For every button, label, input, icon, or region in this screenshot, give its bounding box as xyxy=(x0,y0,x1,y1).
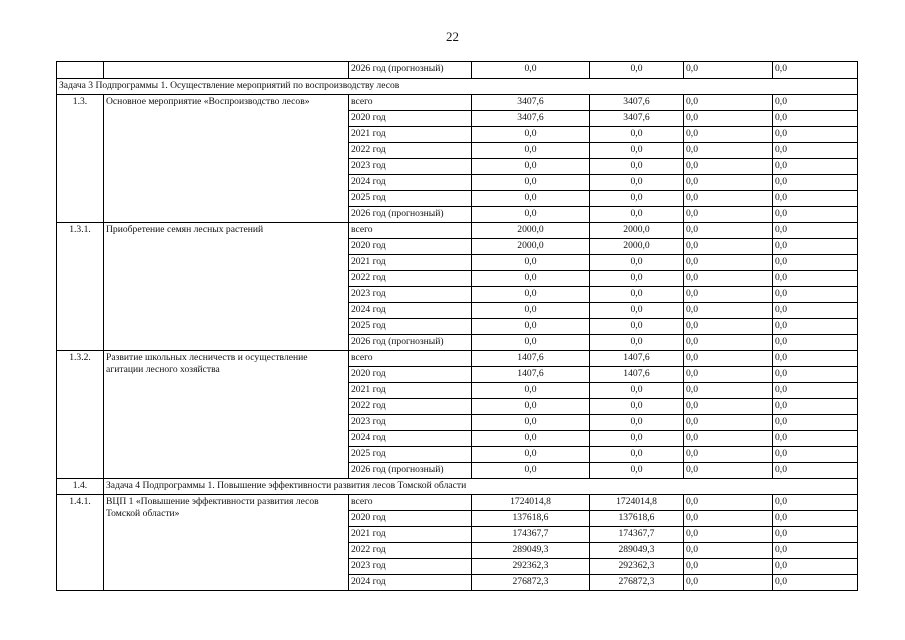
regional-value: 0,0 xyxy=(684,559,773,575)
year-cell: всего xyxy=(349,495,472,511)
year-cell: 2024 год xyxy=(349,303,472,319)
other-value: 0,0 xyxy=(773,143,858,159)
total-value: 0,0 xyxy=(472,255,590,271)
total-value: 289049,3 xyxy=(472,543,590,559)
year-cell: 2026 год (прогнозный) xyxy=(349,335,472,351)
row-number: 1.3.1. xyxy=(57,223,104,351)
other-value: 0,0 xyxy=(773,303,858,319)
regional-value: 0,0 xyxy=(684,527,773,543)
other-value: 0,0 xyxy=(773,239,858,255)
total-value: 2000,0 xyxy=(472,239,590,255)
federal-value: 0,0 xyxy=(590,127,684,143)
total-value: 1407,6 xyxy=(472,367,590,383)
federal-value: 0,0 xyxy=(590,62,684,79)
regional-value: 0,0 xyxy=(684,495,773,511)
year-cell: 2022 год xyxy=(349,543,472,559)
regional-value: 0,0 xyxy=(684,62,773,79)
total-value: 2000,0 xyxy=(472,223,590,239)
total-value: 0,0 xyxy=(472,159,590,175)
regional-value: 0,0 xyxy=(684,447,773,463)
federal-value: 0,0 xyxy=(590,159,684,175)
federal-value: 3407,6 xyxy=(590,111,684,127)
regional-value: 0,0 xyxy=(684,463,773,479)
regional-value: 0,0 xyxy=(684,303,773,319)
activity-name: ВЦП 1 «Повышение эффективности развития лесов Томской области» xyxy=(104,495,349,591)
regional-value: 0,0 xyxy=(684,575,773,591)
other-value: 0,0 xyxy=(773,559,858,575)
federal-value: 0,0 xyxy=(590,415,684,431)
regional-value: 0,0 xyxy=(684,319,773,335)
total-value: 137618,6 xyxy=(472,511,590,527)
federal-value: 1407,6 xyxy=(590,351,684,367)
total-value: 0,0 xyxy=(472,319,590,335)
federal-value: 0,0 xyxy=(590,383,684,399)
year-cell: 2025 год xyxy=(349,447,472,463)
other-value: 0,0 xyxy=(773,399,858,415)
year-cell: 2022 год xyxy=(349,271,472,287)
regional-value: 0,0 xyxy=(684,431,773,447)
activity-name: Приобретение семян лесных растений xyxy=(104,223,349,351)
other-value: 0,0 xyxy=(773,319,858,335)
other-value: 0,0 xyxy=(773,111,858,127)
other-value: 0,0 xyxy=(773,415,858,431)
regional-value: 0,0 xyxy=(684,383,773,399)
federal-value: 2000,0 xyxy=(590,239,684,255)
year-cell: 2021 год xyxy=(349,127,472,143)
total-value: 0,0 xyxy=(472,191,590,207)
year-cell: 2024 год xyxy=(349,575,472,591)
other-value: 0,0 xyxy=(773,575,858,591)
total-value: 0,0 xyxy=(472,287,590,303)
other-value: 0,0 xyxy=(773,351,858,367)
regional-value: 0,0 xyxy=(684,399,773,415)
regional-value: 0,0 xyxy=(684,143,773,159)
other-value: 0,0 xyxy=(773,175,858,191)
federal-value: 0,0 xyxy=(590,287,684,303)
regional-value: 0,0 xyxy=(684,255,773,271)
total-value: 0,0 xyxy=(472,207,590,223)
federal-value: 0,0 xyxy=(590,399,684,415)
federal-value: 0,0 xyxy=(590,255,684,271)
regional-value: 0,0 xyxy=(684,367,773,383)
other-value: 0,0 xyxy=(773,207,858,223)
total-value: 276872,3 xyxy=(472,575,590,591)
total-value: 292362,3 xyxy=(472,559,590,575)
total-value: 0,0 xyxy=(472,335,590,351)
total-value: 0,0 xyxy=(472,399,590,415)
year-cell: 2026 год (прогнозный) xyxy=(349,62,472,79)
table-row xyxy=(57,351,858,367)
year-cell: 2023 год xyxy=(349,415,472,431)
table-row xyxy=(57,95,858,111)
federal-value: 0,0 xyxy=(590,463,684,479)
total-value: 0,0 xyxy=(472,271,590,287)
other-value: 0,0 xyxy=(773,367,858,383)
federal-value: 3407,6 xyxy=(590,95,684,111)
regional-value: 0,0 xyxy=(684,207,773,223)
total-value: 0,0 xyxy=(472,447,590,463)
year-cell: 2022 год xyxy=(349,399,472,415)
year-cell: 2020 год xyxy=(349,111,472,127)
year-cell: всего xyxy=(349,95,472,111)
federal-value: 137618,6 xyxy=(590,511,684,527)
other-value: 0,0 xyxy=(773,271,858,287)
row-number: 1.3.2. xyxy=(57,351,104,479)
federal-value: 0,0 xyxy=(590,191,684,207)
total-value: 0,0 xyxy=(472,303,590,319)
total-value: 0,0 xyxy=(472,431,590,447)
other-value: 0,0 xyxy=(773,95,858,111)
total-value: 1724014,8 xyxy=(472,495,590,511)
other-value: 0,0 xyxy=(773,127,858,143)
other-value: 0,0 xyxy=(773,447,858,463)
regional-value: 0,0 xyxy=(684,415,773,431)
regional-value: 0,0 xyxy=(684,511,773,527)
year-cell: всего xyxy=(349,351,472,367)
federal-value: 0,0 xyxy=(590,303,684,319)
page-number: 22 xyxy=(446,29,459,44)
table-row xyxy=(57,79,858,95)
activity-name: Основное мероприятие «Воспроизводство лесов» xyxy=(104,95,349,223)
year-cell: 2026 год (прогнозный) xyxy=(349,207,472,223)
regional-value: 0,0 xyxy=(684,543,773,559)
year-cell: 2020 год xyxy=(349,239,472,255)
regional-value: 0,0 xyxy=(684,239,773,255)
regional-value: 0,0 xyxy=(684,287,773,303)
regional-value: 0,0 xyxy=(684,271,773,287)
year-cell: 2022 год xyxy=(349,143,472,159)
other-value: 0,0 xyxy=(773,511,858,527)
total-value: 0,0 xyxy=(472,127,590,143)
other-value: 0,0 xyxy=(773,495,858,511)
federal-value: 289049,3 xyxy=(590,543,684,559)
other-value: 0,0 xyxy=(773,335,858,351)
year-cell: 2024 год xyxy=(349,175,472,191)
federal-value: 2000,0 xyxy=(590,223,684,239)
other-value: 0,0 xyxy=(773,191,858,207)
federal-value: 1407,6 xyxy=(590,367,684,383)
federal-value: 292362,3 xyxy=(590,559,684,575)
total-value: 0,0 xyxy=(472,415,590,431)
row-number: 1.3. xyxy=(57,95,104,223)
task-heading: Задача 3 Подпрограммы 1. Осуществление мероприятий по воспроизводству лесов xyxy=(57,79,858,95)
total-value: 3407,6 xyxy=(472,95,590,111)
regional-value: 0,0 xyxy=(684,159,773,175)
year-cell: 2020 год xyxy=(349,367,472,383)
year-cell: 2026 год (прогнозный) xyxy=(349,463,472,479)
row-number: 1.4. xyxy=(57,479,104,495)
total-value: 0,0 xyxy=(472,175,590,191)
total-value: 1407,6 xyxy=(472,351,590,367)
row-number: 1.4.1. xyxy=(57,495,104,591)
regional-value: 0,0 xyxy=(684,127,773,143)
federal-value: 0,0 xyxy=(590,207,684,223)
year-cell: 2021 год xyxy=(349,383,472,399)
federal-value: 0,0 xyxy=(590,447,684,463)
total-value: 174367,7 xyxy=(472,527,590,543)
regional-value: 0,0 xyxy=(684,351,773,367)
other-value: 0,0 xyxy=(773,527,858,543)
table-row xyxy=(57,495,858,511)
federal-value: 174367,7 xyxy=(590,527,684,543)
other-value: 0,0 xyxy=(773,62,858,79)
year-cell: 2021 год xyxy=(349,527,472,543)
year-cell: 2023 год xyxy=(349,287,472,303)
total-value: 3407,6 xyxy=(472,111,590,127)
regional-value: 0,0 xyxy=(684,335,773,351)
regional-value: 0,0 xyxy=(684,175,773,191)
federal-value: 0,0 xyxy=(590,431,684,447)
year-cell: 2023 год xyxy=(349,159,472,175)
year-cell: 2025 год xyxy=(349,191,472,207)
table-row xyxy=(57,479,858,495)
federal-value: 0,0 xyxy=(590,319,684,335)
other-value: 0,0 xyxy=(773,543,858,559)
year-cell: 2024 год xyxy=(349,431,472,447)
federal-value: 276872,3 xyxy=(590,575,684,591)
section-heading: Задача 4 Подпрограммы 1. Повышение эффективности развития лесов Томской области xyxy=(104,479,858,495)
regional-value: 0,0 xyxy=(684,191,773,207)
table-body xyxy=(57,62,858,591)
regional-value: 0,0 xyxy=(684,223,773,239)
other-value: 0,0 xyxy=(773,383,858,399)
regional-value: 0,0 xyxy=(684,95,773,111)
table-row xyxy=(57,62,858,79)
total-value: 0,0 xyxy=(472,383,590,399)
activity-name: Развитие школьных лесничеств и осуществление агитации лесного хозяйства xyxy=(104,351,349,479)
table-row xyxy=(57,223,858,239)
regional-value: 0,0 xyxy=(684,111,773,127)
total-value: 0,0 xyxy=(472,463,590,479)
activity-name xyxy=(104,62,349,79)
year-cell: 2025 год xyxy=(349,319,472,335)
other-value: 0,0 xyxy=(773,431,858,447)
year-cell: всего xyxy=(349,223,472,239)
other-value: 0,0 xyxy=(773,287,858,303)
other-value: 0,0 xyxy=(773,159,858,175)
other-value: 0,0 xyxy=(773,223,858,239)
federal-value: 0,0 xyxy=(590,175,684,191)
total-value: 0,0 xyxy=(472,62,590,79)
federal-value: 0,0 xyxy=(590,143,684,159)
federal-value: 0,0 xyxy=(590,271,684,287)
row-number xyxy=(57,62,104,79)
budget-table xyxy=(56,61,858,591)
other-value: 0,0 xyxy=(773,255,858,271)
total-value: 0,0 xyxy=(472,143,590,159)
year-cell: 2021 год xyxy=(349,255,472,271)
federal-value: 0,0 xyxy=(590,335,684,351)
federal-value: 1724014,8 xyxy=(590,495,684,511)
year-cell: 2020 год xyxy=(349,511,472,527)
other-value: 0,0 xyxy=(773,463,858,479)
year-cell: 2023 год xyxy=(349,559,472,575)
